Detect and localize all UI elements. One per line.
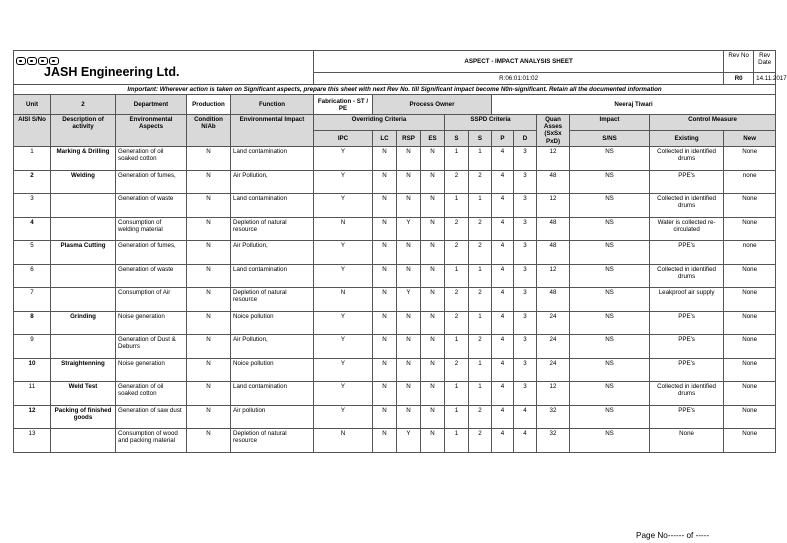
row-impact: Noice pollution <box>231 311 314 335</box>
row-condition: N <box>187 241 231 265</box>
table-row <box>14 358 776 382</box>
important-note: Important: Wherever action is taken on Significant aspects, prepare this sheet with next Rev No. till Significant impact become N0n-significant. Retain all the documented information <box>14 85 776 95</box>
row-rsp: Y <box>397 288 421 312</box>
row-p: 4 <box>492 311 514 335</box>
row-es: N <box>421 382 445 406</box>
col-overriding: Overriding Criteria <box>314 115 445 131</box>
row-p: 4 <box>492 147 514 171</box>
row-sno: 5 <box>14 241 51 265</box>
col-sspd: SSPD Criteria <box>445 115 537 131</box>
row-quantum: 48 <box>537 241 570 265</box>
aspect-impact-table <box>13 50 787 453</box>
row-condition: N <box>187 288 231 312</box>
unit-value: 2 <box>51 95 116 115</box>
row-quantum: 48 <box>537 217 570 241</box>
row-ipc: Y <box>314 170 373 194</box>
row-activity: Straightenning <box>51 358 116 382</box>
row-condition: N <box>187 382 231 406</box>
row-significance: NS <box>570 241 650 265</box>
row-aspect: Generation of fumes, <box>116 170 187 194</box>
col-rsp: RSP <box>397 131 421 147</box>
data-rows <box>14 147 776 453</box>
row-p: 4 <box>492 358 514 382</box>
rev-no-label: Rev No <box>724 51 754 73</box>
row-sno: 3 <box>14 194 51 218</box>
row-aspect: Consumption of welding material <box>116 217 187 241</box>
row-sno: 7 <box>14 288 51 312</box>
table-row <box>14 217 776 241</box>
row-activity: Marking & Drilling <box>51 147 116 171</box>
row-condition: N <box>187 429 231 453</box>
row-existing: PPE's <box>650 241 724 265</box>
sheet-title: ASPECT - IMPACT ANALYSIS SHEET <box>314 51 724 73</box>
row-lc: N <box>373 382 397 406</box>
row-ipc: N <box>314 429 373 453</box>
row-activity <box>51 194 116 218</box>
row-existing: PPE's <box>650 358 724 382</box>
row-lc: N <box>373 335 397 359</box>
row-aspect: Generation of saw dust <box>116 405 187 429</box>
row-es: N <box>421 288 445 312</box>
row-es: N <box>421 147 445 171</box>
row-new: None <box>724 405 776 429</box>
row-condition: N <box>187 147 231 171</box>
row-impact: Air pollution <box>231 405 314 429</box>
row-sno: 12 <box>14 405 51 429</box>
row-activity: Weld Test <box>51 382 116 406</box>
col-p: P <box>492 131 514 147</box>
row-activity <box>51 288 116 312</box>
row-s2: 2 <box>469 288 492 312</box>
row-impact: Air Pollution, <box>231 170 314 194</box>
row-sno: 10 <box>14 358 51 382</box>
row-d: 3 <box>514 264 537 288</box>
row-es: N <box>421 170 445 194</box>
row-activity <box>51 429 116 453</box>
row-impact: Depletion of natural resource <box>231 288 314 312</box>
row-new: None <box>724 288 776 312</box>
row-condition: N <box>187 335 231 359</box>
col-d: D <box>514 131 537 147</box>
row-rsp: N <box>397 147 421 171</box>
col-ipc: IPC <box>314 131 373 147</box>
row-activity: Welding <box>51 170 116 194</box>
row-condition: N <box>187 405 231 429</box>
row-significance: NS <box>570 264 650 288</box>
row-rsp: N <box>397 194 421 218</box>
row-lc: N <box>373 311 397 335</box>
row-aspect: Noise generation <box>116 358 187 382</box>
row-new: none <box>724 170 776 194</box>
company-logo-icon <box>16 55 311 65</box>
row-s1: 1 <box>445 335 469 359</box>
row-s1: 1 <box>445 264 469 288</box>
col-activity: Description of activity <box>51 115 116 147</box>
company-header <box>14 51 314 85</box>
row-d: 3 <box>514 217 537 241</box>
rev-date-value: 14.11.2017 <box>754 73 776 85</box>
row-s2: 1 <box>469 194 492 218</box>
row-p: 4 <box>492 170 514 194</box>
function-label: Function <box>231 95 314 115</box>
row-s1: 1 <box>445 147 469 171</box>
row-p: 4 <box>492 429 514 453</box>
table-row <box>14 147 776 171</box>
col-new: New <box>724 131 776 147</box>
col-existing: Existing <box>650 131 724 147</box>
row-existing: Collected in identified drums <box>650 194 724 218</box>
row-p: 4 <box>492 382 514 406</box>
department-label: Department <box>116 95 187 115</box>
row-sno: 1 <box>14 147 51 171</box>
row-existing: Leakproof air supply <box>650 288 724 312</box>
row-s1: 2 <box>445 241 469 265</box>
rev-no-value: R0 <box>724 73 754 85</box>
row-activity: Packing of finished goods <box>51 405 116 429</box>
row-impact: Depletion of natural resource <box>231 429 314 453</box>
row-new: None <box>724 147 776 171</box>
row-s2: 2 <box>469 335 492 359</box>
row-lc: N <box>373 288 397 312</box>
row-d: 3 <box>514 194 537 218</box>
row-lc: N <box>373 241 397 265</box>
row-ipc: N <box>314 217 373 241</box>
row-s1: 1 <box>445 382 469 406</box>
col-control: Control Measure <box>650 115 776 131</box>
row-sno: 11 <box>14 382 51 406</box>
row-aspect: Generation of fumes, <box>116 241 187 265</box>
row-sno: 8 <box>14 311 51 335</box>
row-rsp: N <box>397 405 421 429</box>
col-aspects: Environmental Aspects <box>116 115 187 147</box>
row-quantum: 12 <box>537 382 570 406</box>
row-es: N <box>421 264 445 288</box>
row-es: N <box>421 311 445 335</box>
row-condition: N <box>187 170 231 194</box>
row-new: None <box>724 311 776 335</box>
row-lc: N <box>373 217 397 241</box>
row-rsp: N <box>397 382 421 406</box>
row-lc: N <box>373 147 397 171</box>
row-condition: N <box>187 311 231 335</box>
row-lc: N <box>373 358 397 382</box>
row-new: None <box>724 429 776 453</box>
row-ipc: Y <box>314 194 373 218</box>
row-quantum: 24 <box>537 311 570 335</box>
company-name: JASH Engineering Ltd. <box>44 65 180 80</box>
row-impact: Land contamination <box>231 264 314 288</box>
row-significance: NS <box>570 170 650 194</box>
table-row <box>14 170 776 194</box>
row-ipc: Y <box>314 358 373 382</box>
row-new: none <box>724 241 776 265</box>
row-new: None <box>724 358 776 382</box>
row-quantum: 12 <box>537 147 570 171</box>
table-row <box>14 194 776 218</box>
row-s1: 2 <box>445 358 469 382</box>
row-sno: 9 <box>14 335 51 359</box>
row-lc: N <box>373 429 397 453</box>
row-d: 3 <box>514 147 537 171</box>
col-s2: S <box>469 131 492 147</box>
row-rsp: N <box>397 241 421 265</box>
row-es: N <box>421 194 445 218</box>
col-impact-sig: Impact <box>570 115 650 131</box>
row-rsp: N <box>397 264 421 288</box>
row-condition: N <box>187 358 231 382</box>
row-condition: N <box>187 264 231 288</box>
table-row <box>14 382 776 406</box>
row-es: N <box>421 429 445 453</box>
row-d: 3 <box>514 358 537 382</box>
row-impact: Depletion of natural resource <box>231 217 314 241</box>
row-existing: None <box>650 429 724 453</box>
row-impact: Land contamination <box>231 194 314 218</box>
row-ipc: Y <box>314 241 373 265</box>
row-significance: NS <box>570 311 650 335</box>
rev-date-label: Rev Date <box>754 51 776 73</box>
table-row <box>14 311 776 335</box>
row-d: 3 <box>514 241 537 265</box>
table-row <box>14 335 776 359</box>
row-aspect: Generation of oil soaked cotton <box>116 382 187 406</box>
row-s1: 2 <box>445 288 469 312</box>
row-d: 3 <box>514 382 537 406</box>
col-es: ES <box>421 131 445 147</box>
process-owner-value: Neeraj Tiwari <box>492 95 776 115</box>
row-activity: Grinding <box>51 311 116 335</box>
department-value: Production <box>187 95 231 115</box>
table-row <box>14 405 776 429</box>
row-s2: 1 <box>469 382 492 406</box>
row-rsp: N <box>397 311 421 335</box>
row-s1: 1 <box>445 194 469 218</box>
row-p: 4 <box>492 288 514 312</box>
row-rsp: N <box>397 170 421 194</box>
row-significance: NS <box>570 194 650 218</box>
row-lc: N <box>373 405 397 429</box>
row-aspect: Consumption of wood and packing material <box>116 429 187 453</box>
row-existing: PPE's <box>650 170 724 194</box>
row-p: 4 <box>492 405 514 429</box>
row-impact: Land contamination <box>231 147 314 171</box>
row-d: 4 <box>514 405 537 429</box>
row-significance: NS <box>570 429 650 453</box>
col-s1: S <box>445 131 469 147</box>
row-impact: Air Pollution, <box>231 335 314 359</box>
row-quantum: 48 <box>537 170 570 194</box>
row-quantum: 24 <box>537 335 570 359</box>
row-p: 4 <box>492 241 514 265</box>
row-aspect: Noise generation <box>116 311 187 335</box>
row-d: 4 <box>514 429 537 453</box>
row-quantum: 24 <box>537 358 570 382</box>
row-lc: N <box>373 170 397 194</box>
row-es: N <box>421 241 445 265</box>
page-number-footer: Page No------ of ----- <box>636 531 710 540</box>
row-significance: NS <box>570 335 650 359</box>
col-quantum: Quan Asses (SxSx PxD) <box>537 115 570 147</box>
row-rsp: Y <box>397 217 421 241</box>
row-new: None <box>724 194 776 218</box>
row-new: None <box>724 382 776 406</box>
row-rsp: Y <box>397 429 421 453</box>
row-s2: 2 <box>469 217 492 241</box>
row-quantum: 32 <box>537 405 570 429</box>
col-sno: AISI S/No <box>14 115 51 147</box>
doc-code: R:06:01:01:02 <box>314 73 724 85</box>
row-existing: PPE's <box>650 335 724 359</box>
row-aspect: Generation of waste <box>116 264 187 288</box>
row-existing: Collected in identified drums <box>650 264 724 288</box>
unit-label: Unit <box>14 95 51 115</box>
row-existing: PPE's <box>650 311 724 335</box>
row-es: N <box>421 217 445 241</box>
row-lc: N <box>373 194 397 218</box>
row-activity <box>51 335 116 359</box>
row-quantum: 12 <box>537 264 570 288</box>
table-row <box>14 241 776 265</box>
row-existing: Collected in identified drums <box>650 147 724 171</box>
row-ipc: Y <box>314 335 373 359</box>
row-sno: 2 <box>14 170 51 194</box>
row-impact: Land contamination <box>231 382 314 406</box>
row-rsp: N <box>397 335 421 359</box>
row-existing: Collected in identified drums <box>650 382 724 406</box>
row-activity <box>51 217 116 241</box>
row-d: 3 <box>514 311 537 335</box>
row-s2: 2 <box>469 241 492 265</box>
row-activity <box>51 264 116 288</box>
row-significance: NS <box>570 147 650 171</box>
row-impact: Air Pollution, <box>231 241 314 265</box>
row-ipc: Y <box>314 264 373 288</box>
row-significance: NS <box>570 405 650 429</box>
row-quantum: 32 <box>537 429 570 453</box>
col-sns: S/NS <box>570 131 650 147</box>
row-ipc: Y <box>314 147 373 171</box>
row-new: None <box>724 264 776 288</box>
row-ipc: Y <box>314 311 373 335</box>
row-p: 4 <box>492 335 514 359</box>
row-s1: 2 <box>445 170 469 194</box>
row-s1: 1 <box>445 429 469 453</box>
row-ipc: Y <box>314 382 373 406</box>
row-s1: 2 <box>445 311 469 335</box>
row-ipc: N <box>314 288 373 312</box>
row-new: None <box>724 335 776 359</box>
row-condition: N <box>187 194 231 218</box>
col-impact: Environmental Impact <box>231 115 314 147</box>
row-significance: NS <box>570 217 650 241</box>
row-aspect: Generation of oil soaked cotton <box>116 147 187 171</box>
row-s1: 1 <box>445 405 469 429</box>
table-row <box>14 288 776 312</box>
row-significance: NS <box>570 358 650 382</box>
row-s2: 1 <box>469 264 492 288</box>
row-sno: 4 <box>14 217 51 241</box>
row-new: None <box>724 217 776 241</box>
table-row <box>14 429 776 453</box>
row-lc: N <box>373 264 397 288</box>
row-quantum: 48 <box>537 288 570 312</box>
row-s2: 2 <box>469 170 492 194</box>
row-s2: 1 <box>469 147 492 171</box>
row-p: 4 <box>492 194 514 218</box>
row-aspect: Generation of Dust & Deburrs <box>116 335 187 359</box>
row-s2: 1 <box>469 311 492 335</box>
row-existing: Water is collected re-circulated <box>650 217 724 241</box>
row-impact: Noice pollution <box>231 358 314 382</box>
row-activity: Plasma Cutting <box>51 241 116 265</box>
row-ipc: Y <box>314 405 373 429</box>
table-row <box>14 264 776 288</box>
row-aspect: Consumption of Air <box>116 288 187 312</box>
row-s2: 2 <box>469 429 492 453</box>
row-s2: 1 <box>469 358 492 382</box>
row-s2: 2 <box>469 405 492 429</box>
row-significance: NS <box>570 382 650 406</box>
row-es: N <box>421 335 445 359</box>
col-condition: Condition N/Ab <box>187 115 231 147</box>
row-es: N <box>421 358 445 382</box>
col-lc: LC <box>373 131 397 147</box>
row-s1: 2 <box>445 217 469 241</box>
row-sno: 13 <box>14 429 51 453</box>
row-sno: 6 <box>14 264 51 288</box>
row-existing: PPE's <box>650 405 724 429</box>
row-p: 4 <box>492 264 514 288</box>
row-d: 3 <box>514 335 537 359</box>
row-rsp: N <box>397 358 421 382</box>
row-condition: N <box>187 217 231 241</box>
row-p: 4 <box>492 217 514 241</box>
row-quantum: 12 <box>537 194 570 218</box>
row-d: 3 <box>514 170 537 194</box>
function-value: Fabrication - ST / PE <box>314 95 373 115</box>
row-es: N <box>421 405 445 429</box>
row-aspect: Generation of waste <box>116 194 187 218</box>
row-significance: NS <box>570 288 650 312</box>
process-owner-label: Process Owner <box>373 95 492 115</box>
row-d: 3 <box>514 288 537 312</box>
